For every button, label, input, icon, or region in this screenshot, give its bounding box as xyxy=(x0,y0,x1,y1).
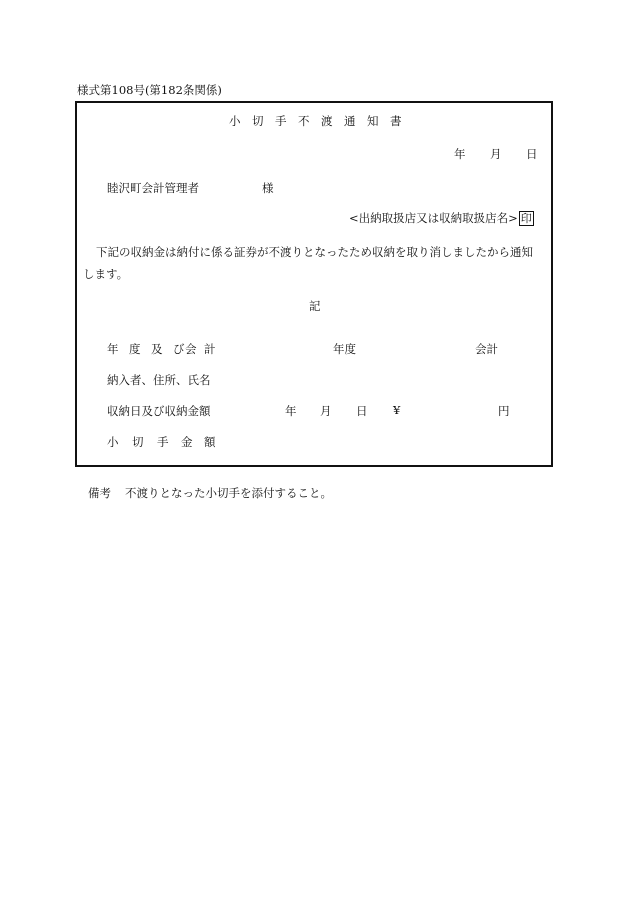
title-char: 切 xyxy=(252,114,264,128)
title-char: 通 xyxy=(344,114,356,128)
date-year-label: 年 xyxy=(454,147,466,161)
ki-mark: 記 xyxy=(309,299,321,313)
form-number: 様式第108号(第182条関係) xyxy=(77,83,222,97)
body-line-2: します。 xyxy=(83,267,129,281)
receipt-label: 収納日及び収納金額 xyxy=(107,404,211,418)
label-char: 切 xyxy=(132,435,144,449)
receipt-day-label: 日 xyxy=(356,404,368,418)
yen-mark: ¥ xyxy=(393,403,401,417)
label-char: 金 xyxy=(181,435,193,449)
label-char: 年 xyxy=(107,342,119,356)
title-char: 手 xyxy=(275,114,287,128)
yen-unit: 円 xyxy=(498,404,510,418)
label-char: 及 xyxy=(151,342,163,356)
label-char: 手 xyxy=(157,435,169,449)
title-char: 不 xyxy=(298,114,310,128)
date-day-label: 日 xyxy=(526,147,538,161)
remarks-text: 不渡りとなった小切手を添付すること。 xyxy=(125,486,332,500)
seal-mark: 印 xyxy=(520,212,532,225)
recipient-name: 睦沢町会計管理者 xyxy=(107,181,199,195)
label-char: 小 xyxy=(107,435,119,449)
receipt-month-label: 月 xyxy=(320,404,332,418)
date-month-label: 月 xyxy=(490,147,502,161)
receipt-year-label: 年 xyxy=(285,404,297,418)
remarks-label: 備考 xyxy=(88,486,111,500)
title-char: 渡 xyxy=(321,114,333,128)
label-char: び xyxy=(173,342,185,356)
payer-label: 納入者、住所、氏名 xyxy=(107,373,211,387)
recipient-honorific: 様 xyxy=(262,181,274,195)
fiscal-year-suffix: 年度 xyxy=(333,342,356,356)
sender-name: <出納取扱店又は収納取扱店名> xyxy=(349,211,518,225)
label-char: 額 xyxy=(204,435,216,449)
sender-line xyxy=(349,210,534,226)
label-char: 会 xyxy=(185,342,197,356)
title-char: 知 xyxy=(367,114,379,128)
label-char: 度 xyxy=(129,342,141,356)
label-char: 計 xyxy=(204,342,216,356)
body-line-1: 下記の収納金は納付に係る証券が不渡りとなったため収納を取り消しましたから通知 xyxy=(96,245,533,259)
title-char: 小 xyxy=(229,114,241,128)
title-char: 書 xyxy=(390,114,402,128)
fiscal-account-suffix: 会計 xyxy=(475,342,498,356)
